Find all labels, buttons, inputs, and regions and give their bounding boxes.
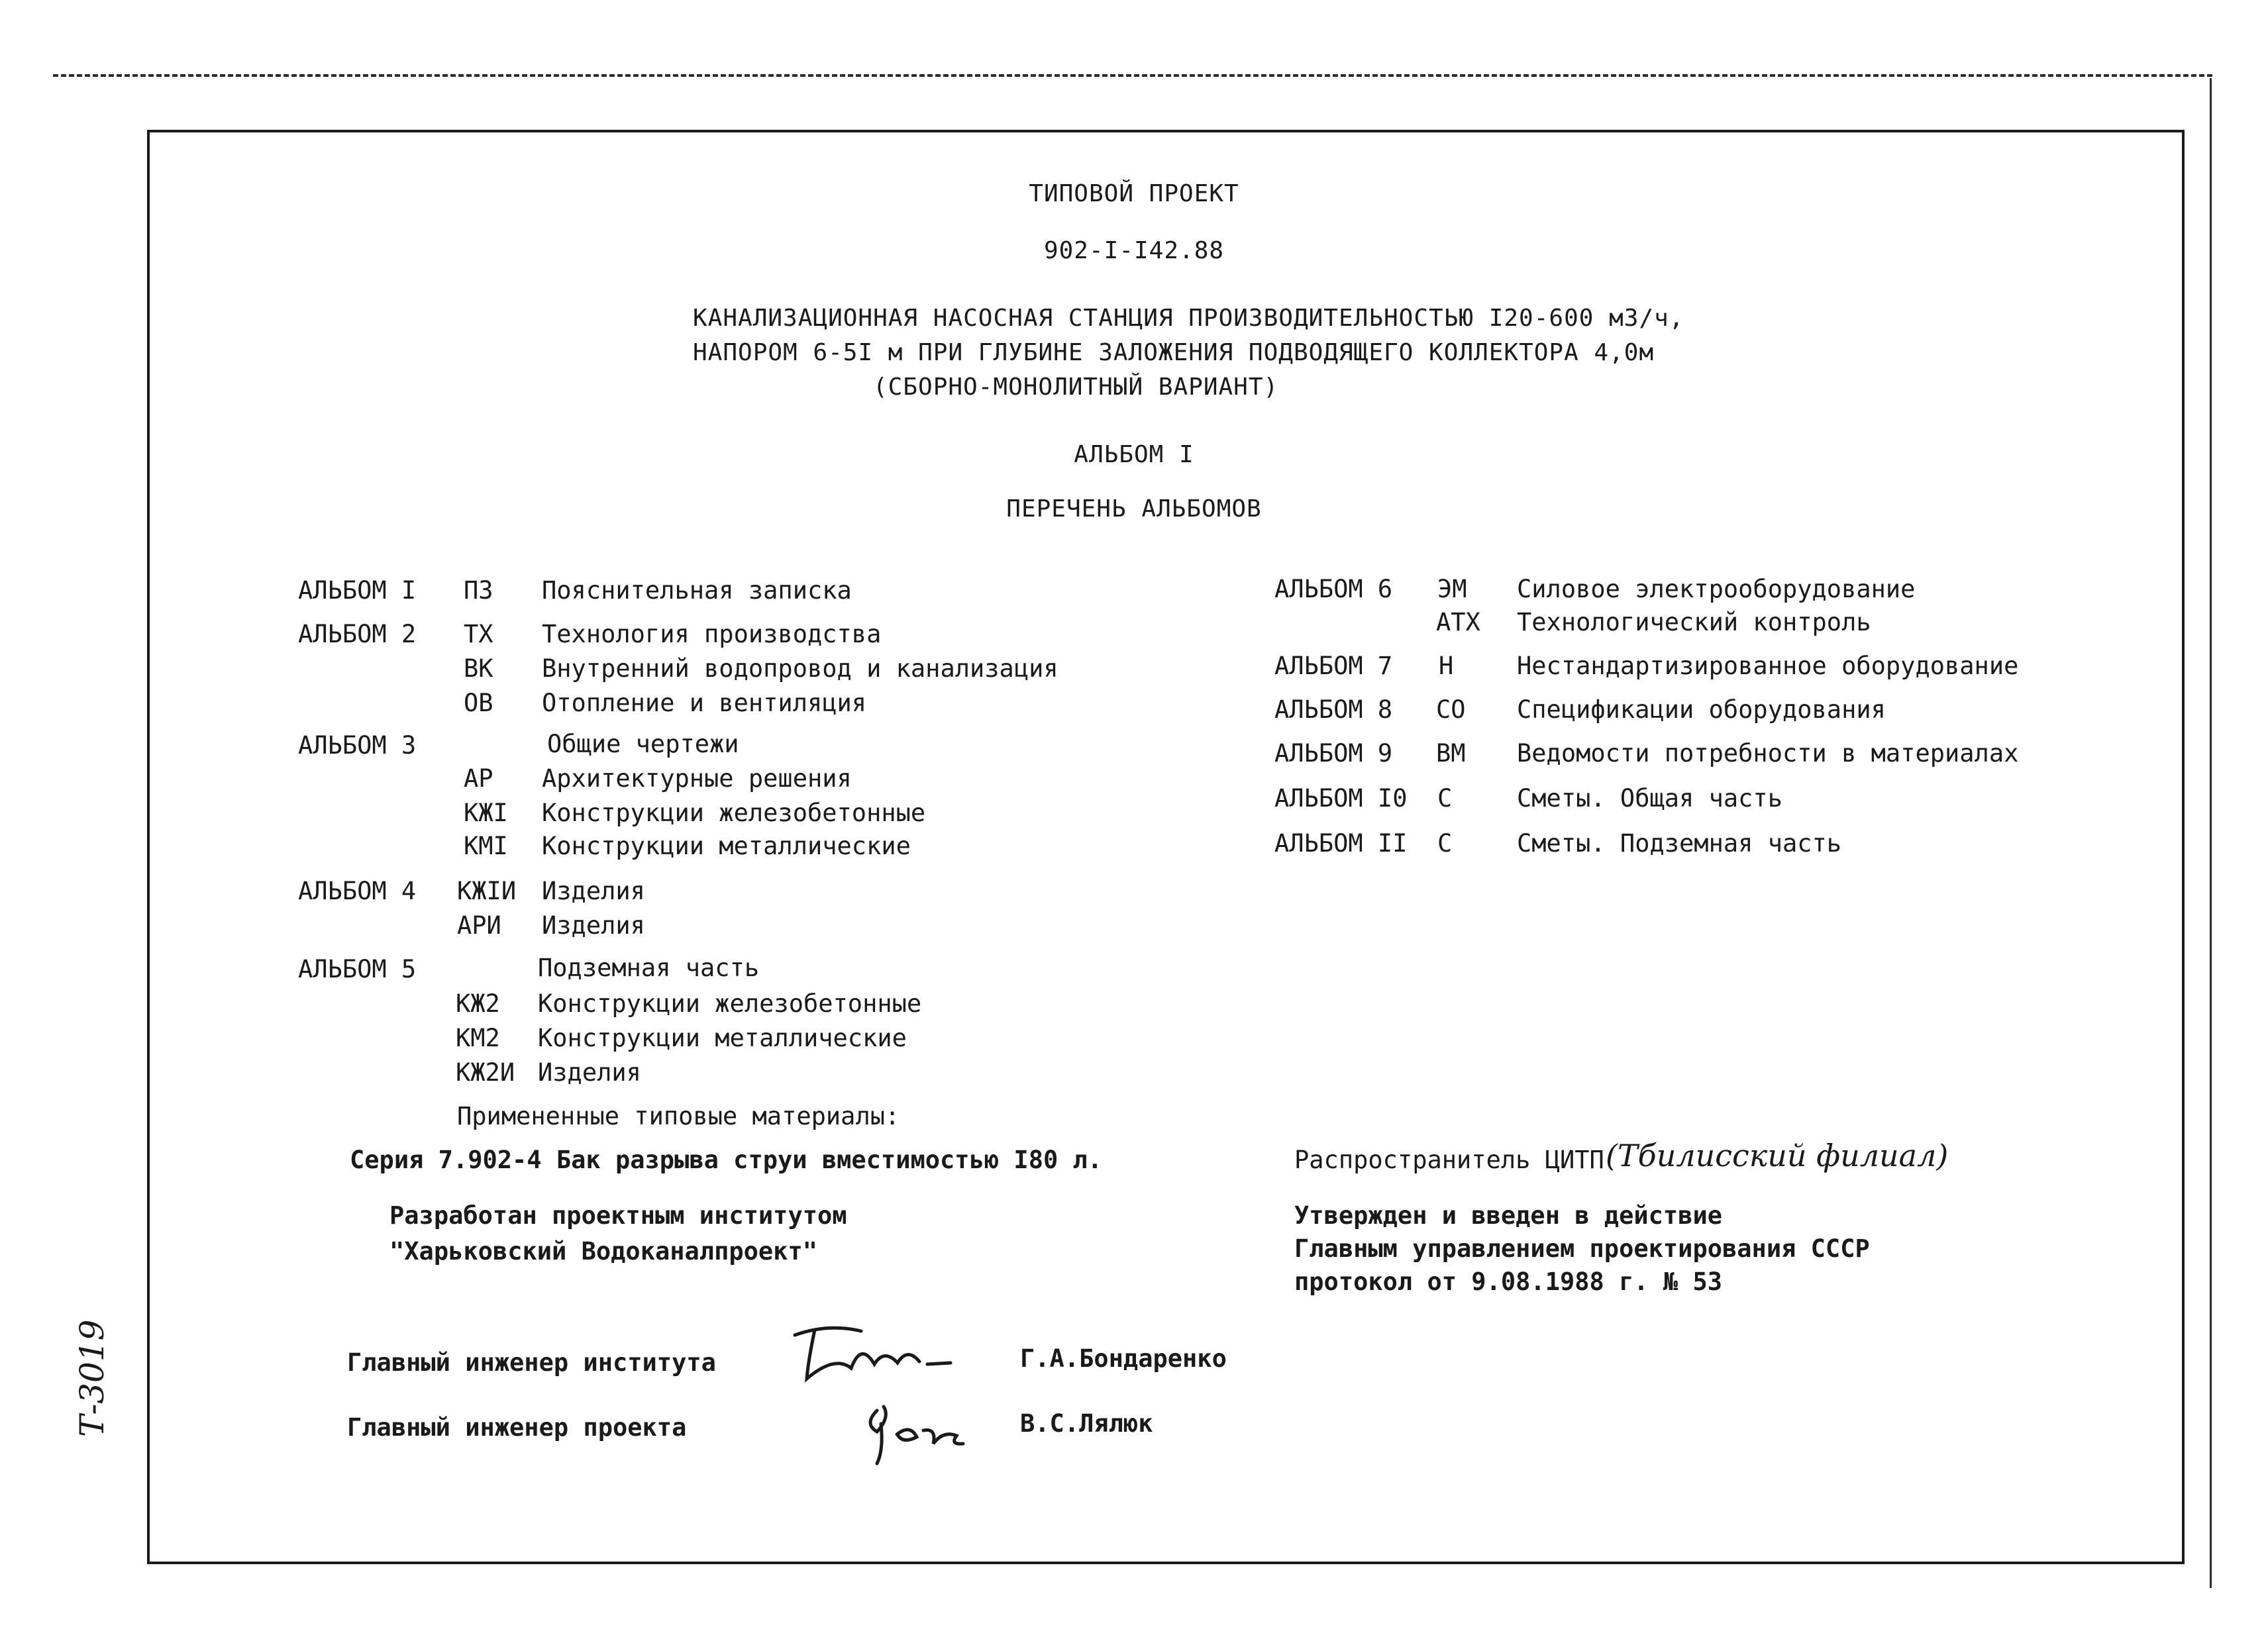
album-label: АЛЬБОМ II <box>1274 829 1408 858</box>
album-label: АЛЬБОМ I0 <box>1274 784 1408 813</box>
album-number: АЛЬБОМ I <box>1074 441 1194 468</box>
album-code: КМ2 <box>456 1024 500 1052</box>
album-code: С <box>1437 829 1453 858</box>
album-code: ОВ <box>464 689 493 717</box>
album-label: АЛЬБОМ 5 <box>298 955 417 983</box>
album-code: СО <box>1436 695 1466 724</box>
handwritten-signature-icon <box>857 1397 970 1470</box>
project-number: 902-I-I42.88 <box>1043 237 1225 264</box>
album-label: АЛЬБОМ 3 <box>298 731 417 760</box>
album-section-name: Изделия <box>538 1058 641 1087</box>
signature-role: Главный инженер проекта <box>347 1413 687 1442</box>
handwritten-signature-icon <box>788 1322 960 1388</box>
album-code: Н <box>1439 652 1454 680</box>
album-code: ЭМ <box>1437 575 1467 603</box>
album-section-name: Спецификации оборудования <box>1517 695 1886 724</box>
album-section-name: Конструкции металлические <box>542 832 911 860</box>
title-line-2: НАПОРОМ 6-5I м ПРИ ГЛУБИНЕ ЗАЛОЖЕНИЯ ПОДВОДЯЩЕГО КОЛЛЕКТОРА 4,0м <box>693 339 1655 366</box>
album-section-name: Сметы. Подземная часть <box>1517 829 1842 858</box>
outer-frame-top <box>53 74 2212 77</box>
album-code: ВК <box>464 654 493 683</box>
developer-line-2: "Харьковский Водоканалпроект" <box>389 1237 818 1266</box>
album-label: АЛЬБОМ 4 <box>298 877 417 905</box>
doc-type: ТИПОВОЙ ПРОЕКТ <box>1029 180 1239 207</box>
album-section-name: Силовое электрооборудование <box>1517 575 1916 603</box>
album-label: АЛЬБОМ 7 <box>1274 652 1393 680</box>
album-code: АТХ <box>1436 608 1480 636</box>
album-section-name: Конструкции железобетонные <box>542 799 926 827</box>
album-section-name: Технологический контроль <box>1517 608 1871 636</box>
signature-name: В.С.Лялюк <box>1020 1409 1153 1438</box>
album-code: КЖIИ <box>457 877 517 905</box>
archive-stamp: Т-3019 <box>73 1319 111 1437</box>
album-code: КЖ2И <box>456 1058 515 1087</box>
applied-materials-title: Примененные типовые материалы: <box>457 1102 900 1130</box>
distributor-branch: (Тбилисский филиал) <box>1606 1138 1949 1173</box>
album-code: АР <box>464 764 493 793</box>
album-section-name: Пояснительная записка <box>542 576 852 605</box>
applied-series: Серия 7.902-4 Бак разрыва струи вместимостью I80 л. <box>350 1146 1103 1174</box>
signature-role: Главный инженер института <box>347 1348 716 1377</box>
title-line-1: КАНАЛИЗАЦИОННАЯ НАСОСНАЯ СТАНЦИЯ ПРОИЗВОДИТЕЛЬНОСТЬЮ I20-600 м3/ч, <box>693 305 1684 332</box>
approval-line-1: Утвержден и введен в действие <box>1294 1201 1723 1230</box>
title-line-3: (СБОРНО-МОНОЛИТНЫЙ ВАРИАНТ) <box>873 373 1279 401</box>
album-label: АЛЬБОМ 8 <box>1274 695 1393 724</box>
album-code: ВМ <box>1436 739 1466 768</box>
album-code: КЖ2 <box>456 989 500 1018</box>
album-label: АЛЬБОМ I <box>298 576 417 605</box>
album-label: АЛЬБОМ 6 <box>1274 575 1393 603</box>
developer-line-1: Разработан проектным институтом <box>389 1201 847 1230</box>
signature-name: Г.А.Бондаренко <box>1020 1344 1227 1373</box>
album-section-name: Конструкции железобетонные <box>538 989 922 1018</box>
album-code: АРИ <box>457 911 501 940</box>
album-code: ТХ <box>464 620 493 648</box>
outer-frame-right <box>2210 78 2212 1588</box>
album-code: КЖI <box>464 799 508 827</box>
approval-line-3: протокол от 9.08.1988 г. № 53 <box>1294 1268 1723 1296</box>
album-section-name: Технология производства <box>542 620 882 648</box>
album-section-name: Сметы. Общая часть <box>1517 784 1782 813</box>
album-section-name: Внутренний водопровод и канализация <box>542 654 1058 683</box>
album-section-name: Общие чертежи <box>547 730 739 758</box>
approval-line-2: Главным управлением проектирования СССР <box>1294 1234 1870 1263</box>
album-code: КМI <box>464 832 508 860</box>
album-section-name: Конструкции металлические <box>538 1024 907 1052</box>
album-section-name: Отопление и вентиляция <box>542 689 867 717</box>
album-code: ПЗ <box>464 576 493 605</box>
list-title: ПЕРЕЧЕНЬ АЛЬБОМОВ <box>1006 495 1262 523</box>
album-section-name: Нестандартизированное оборудование <box>1517 652 2019 680</box>
album-section-name: Архитектурные решения <box>542 764 852 793</box>
album-label: АЛЬБОМ 2 <box>298 620 417 648</box>
album-section-name: Изделия <box>542 877 645 905</box>
album-section-name: Подземная часть <box>538 954 760 982</box>
album-label: АЛЬБОМ 9 <box>1274 739 1393 768</box>
album-code: С <box>1437 784 1453 813</box>
album-section-name: Изделия <box>542 911 645 940</box>
distributor-label: Распространитель ЦИТП <box>1294 1146 1604 1174</box>
album-section-name: Ведомости потребности в материалах <box>1517 739 2019 768</box>
